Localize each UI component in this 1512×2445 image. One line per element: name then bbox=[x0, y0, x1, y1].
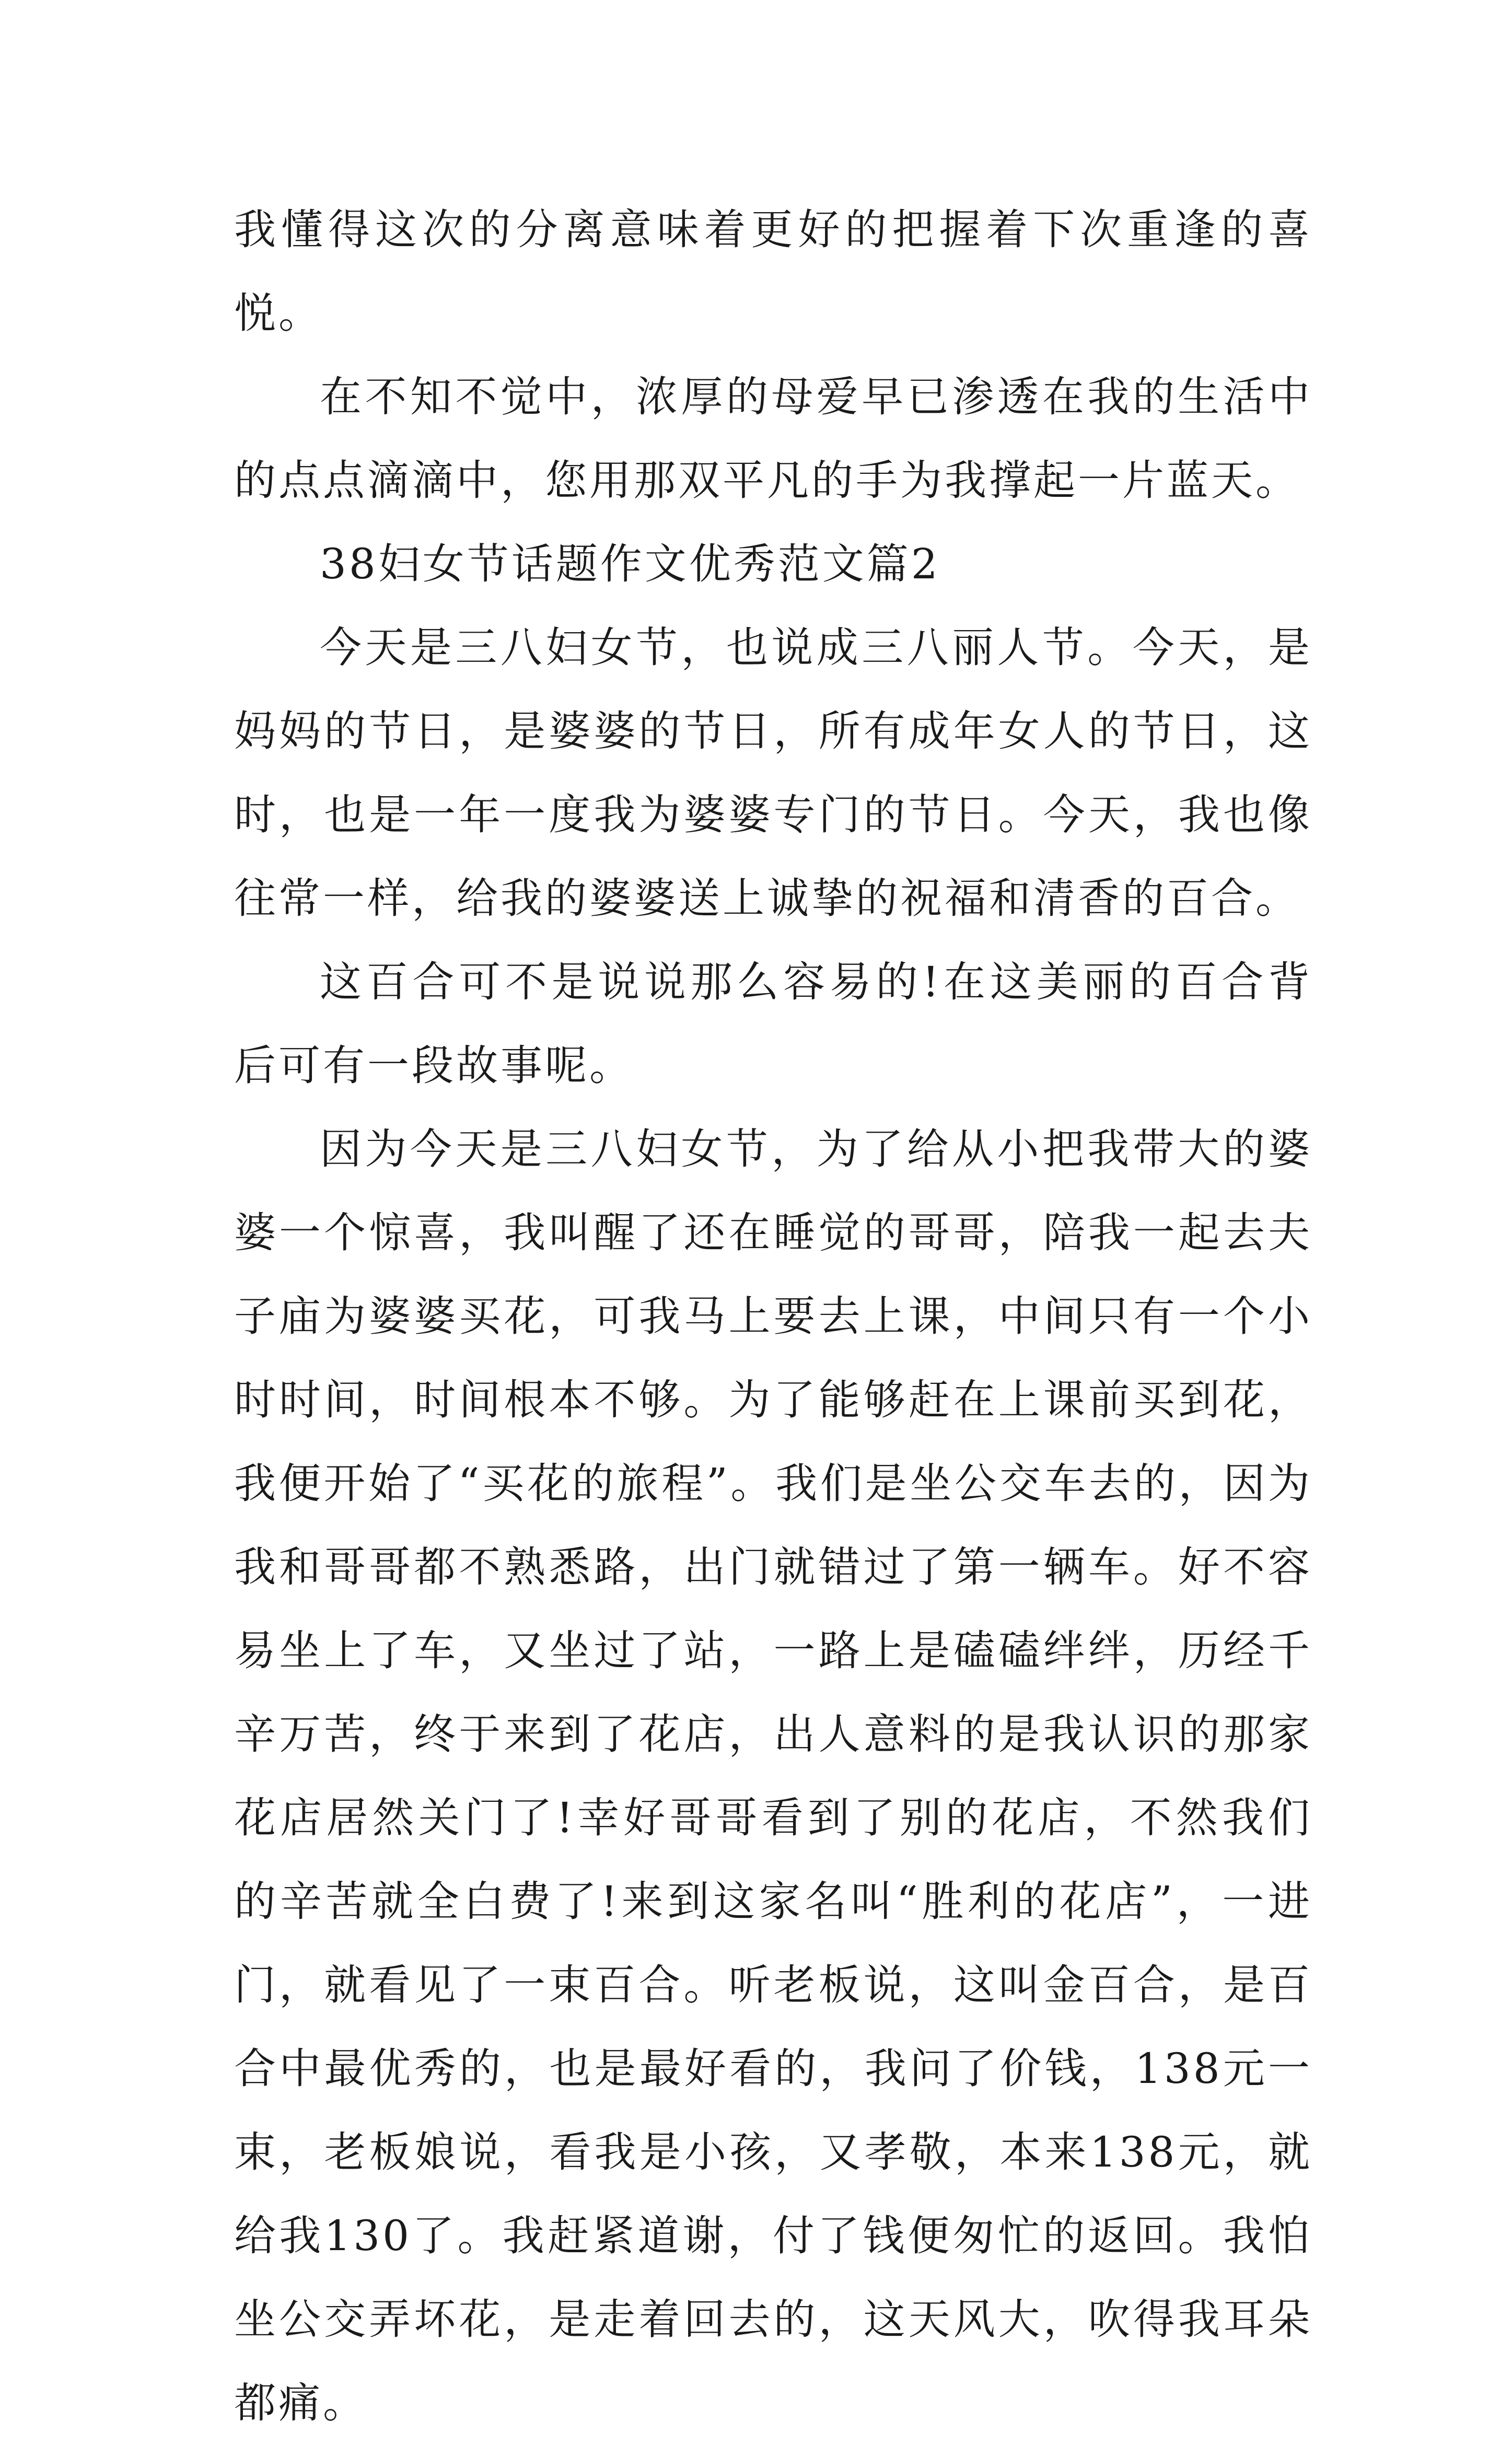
paragraph-womens-day: 今天是三八妇女节，也说成三八丽人节。今天，是妈妈的节日，是婆婆的节日，所有成年女人的节日，这时，也是一年一度我为婆婆专门的节日。今天，我也像往常一样，给我的婆婆送上诚挚的祝福和清香的百合。 bbox=[234, 623, 1312, 923]
document-body bbox=[234, 188, 1312, 2445]
paragraph-motherly-love: 在不知不觉中，浓厚的母爱早已渗透在我的生活中的点点滴滴中，您用那双平凡的手为我撑起一片蓝天。 bbox=[234, 372, 1312, 505]
paragraph-continuation: 我懂得这次的分离意味着更好的把握着下次重逢的喜悦。 bbox=[234, 205, 1312, 337]
paragraph-lily-story-intro: 这百合可不是说说那么容易的!在这美丽的百合背后可有一段故事呢。 bbox=[234, 958, 1312, 1090]
section-heading: 38妇女节话题作文优秀范文篇2 bbox=[320, 540, 940, 588]
paragraph-buying-flowers: 因为今天是三八妇女节，为了给从小把我带大的婆婆一个惊喜，我叫醒了还在睡觉的哥哥，陪我一起去夫子庙为婆婆买花，可我马上要去上课，中间只有一个小时时间，时间根本不够。为了能够赶在上课前买到花，我便开始了“买花的旅程”。我们是坐公交车去的，因为我和哥哥都不熟悉路，出门就错过了第一辆车。好不容易坐上了车，又坐过了站，一路上是磕磕绊绊，历经千辛万苦，终于来到了花店，出人意料的是我认识的那家花店居然关门了!幸好哥哥看到了别的花店，不然我们的辛苦就全白费了!来到这家名叫“胜利的花店”，一进门，就看见了一束百合。听老板说，这叫金百合，是百合中最优秀的，也是最好看的，我问了价钱，138元一束，老板娘说，看我是小孩，又孝敬，本来138元，就给我130了。我赶紧道谢，付了钱便匆忙的返回。我怕坐公交弄坏花，是走着回去的，这天风大，吹得我耳朵都痛。 bbox=[234, 1125, 1312, 2427]
